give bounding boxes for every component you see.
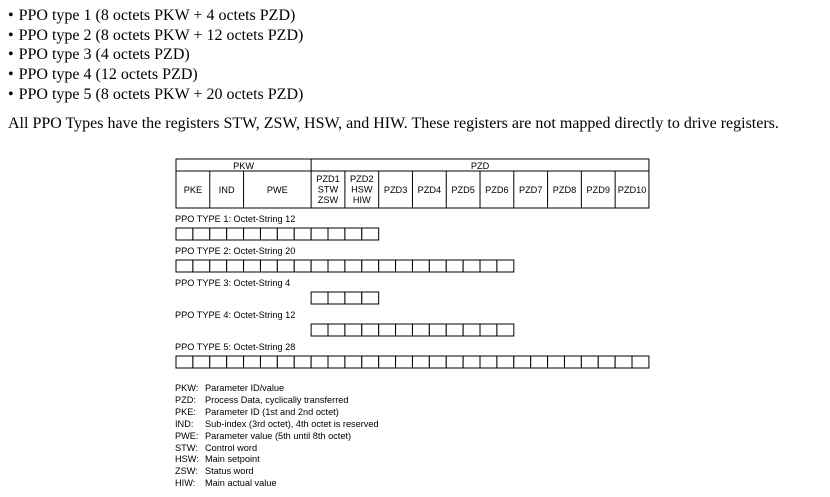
octet-cell xyxy=(412,356,429,368)
legend-abbreviation: HIW: xyxy=(175,478,196,489)
octet-cell xyxy=(412,324,429,336)
octet-cell xyxy=(210,260,227,272)
pzd-group-label: PZD xyxy=(470,161,490,171)
octet-cell xyxy=(311,228,328,240)
octet-cell xyxy=(446,356,463,368)
pzd-column-pzd7: PZD7 xyxy=(518,185,543,195)
octet-cell xyxy=(396,260,413,272)
octet-cell xyxy=(193,356,210,368)
octet-cell xyxy=(227,356,244,368)
abbreviation-legend xyxy=(175,383,379,490)
octet-cell xyxy=(480,260,497,272)
legend-abbreviation: PKW: xyxy=(175,383,199,393)
pzd-column-hsw: HSW xyxy=(351,184,373,195)
octet-cell xyxy=(548,356,565,368)
pkw-column-ind: IND xyxy=(218,185,235,195)
octet-cell xyxy=(379,356,396,368)
octet-cell xyxy=(429,324,446,336)
octet-cell xyxy=(260,260,277,272)
octet-cell xyxy=(362,228,379,240)
pzd-column-pzd4: PZD4 xyxy=(417,185,442,195)
pkw-column-pwe: PWE xyxy=(266,185,288,195)
octet-cell xyxy=(531,356,548,368)
legend-description: Sub-index (3rd octet), 4th octet is reserved xyxy=(205,418,379,429)
pkw-group-label: PKW xyxy=(233,161,255,171)
octet-cell xyxy=(328,260,345,272)
octet-cell xyxy=(210,228,227,240)
ppo-type-label: PPO TYPE 4: Octet-String 12 xyxy=(175,310,296,320)
legend-abbreviation: IND: xyxy=(175,418,194,429)
ppo-type-bullet: • PPO type 5 (8 octets PKW + 20 octets PZD) xyxy=(8,85,303,105)
octet-cell xyxy=(328,356,345,368)
octet-cell xyxy=(193,228,210,240)
legend-row xyxy=(175,419,379,431)
octet-cell xyxy=(497,324,514,336)
octet-cell xyxy=(294,228,311,240)
ppo-type-label: PPO TYPE 2: Octet-String 20 xyxy=(175,246,296,256)
octet-cell xyxy=(615,356,632,368)
pzd-column-pzd6: PZD6 xyxy=(485,185,509,195)
pzd-column-pzd8: PZD8 xyxy=(552,185,577,195)
pzd-column-pzd5: PZD5 xyxy=(451,185,475,195)
legend-abbreviation: ZSW: xyxy=(175,466,198,477)
octet-cell xyxy=(463,260,480,272)
legend-description: Main setpoint xyxy=(205,454,260,465)
ppo-type-label: PPO TYPE 3: Octet-String 4 xyxy=(175,278,291,288)
octet-cell xyxy=(244,228,261,240)
octet-cell xyxy=(412,260,429,272)
octet-cell xyxy=(294,260,311,272)
pzd-column-pzd9: PZD9 xyxy=(586,185,610,195)
legend-row xyxy=(175,454,379,466)
octet-cell xyxy=(581,356,598,368)
octet-cell xyxy=(210,356,227,368)
octet-cell xyxy=(328,228,345,240)
octet-cell xyxy=(446,324,463,336)
octet-cell xyxy=(176,260,193,272)
octet-cell xyxy=(463,356,480,368)
pzd-column-pzd1: PZD1 xyxy=(316,174,340,184)
octet-cell xyxy=(480,356,497,368)
pzd-column-pzd3: PZD3 xyxy=(383,185,408,195)
octet-cell xyxy=(429,260,446,272)
octet-cell xyxy=(446,260,463,272)
octet-cell xyxy=(497,356,514,368)
legend-abbreviation: PKE: xyxy=(175,406,196,417)
ppo-type-bullet: • PPO type 2 (8 octets PKW + 12 octets PZD) xyxy=(8,26,303,46)
intro-paragraph: All PPO Types have the registers STW, ZSW, HSW, and HIW. These registers are not mapped directly to drive registers. xyxy=(8,115,779,132)
octet-cell xyxy=(514,356,531,368)
legend-row xyxy=(175,478,379,490)
octet-cell xyxy=(429,356,446,368)
octet-cell xyxy=(345,356,362,368)
octet-cell xyxy=(176,356,193,368)
octet-cell xyxy=(396,356,413,368)
octet-cell xyxy=(260,356,277,368)
octet-cell xyxy=(260,228,277,240)
octet-cell xyxy=(345,292,362,304)
octet-cell xyxy=(193,260,210,272)
octet-cell xyxy=(480,324,497,336)
pkw-column-pke: PKE xyxy=(183,185,203,195)
octet-cell xyxy=(311,292,328,304)
ppo-type-label: PPO TYPE 1: Octet-String 12 xyxy=(175,214,296,224)
legend-description: Parameter ID (1st and 2nd octet) xyxy=(205,406,339,417)
octet-cell xyxy=(311,356,328,368)
legend-row xyxy=(175,395,379,407)
ppo-type-bullet: • PPO type 3 (4 octets PZD) xyxy=(8,45,303,65)
ppo-type-bullet: • PPO type 1 (8 octets PKW + 4 octets PZD) xyxy=(8,6,303,26)
pzd-column-pzd2: PZD2 xyxy=(350,174,374,184)
legend-row xyxy=(175,383,379,395)
octet-cell xyxy=(328,324,345,336)
legend-description: Main actual value xyxy=(205,478,277,489)
octet-cell xyxy=(362,260,379,272)
octet-cell xyxy=(244,356,261,368)
octet-cell xyxy=(564,356,581,368)
octet-cell xyxy=(379,324,396,336)
legend-description: Control word xyxy=(205,442,258,453)
octet-cell xyxy=(294,356,311,368)
octet-cell xyxy=(598,356,615,368)
legend-description: Parameter ID/value xyxy=(205,383,285,393)
legend-abbreviation: PZD: xyxy=(175,394,196,405)
legend-abbreviation: STW: xyxy=(175,442,198,453)
pzd-column-stw: STW xyxy=(317,184,339,195)
octet-cell xyxy=(463,324,480,336)
legend-row xyxy=(175,443,379,455)
octet-cell xyxy=(311,324,328,336)
legend-description: Process Data, cyclically transferred xyxy=(205,394,349,405)
octet-cell xyxy=(362,356,379,368)
pzd-column-hiw: HIW xyxy=(352,194,371,205)
octet-cell xyxy=(497,260,514,272)
legend-row xyxy=(175,407,379,419)
octet-cell xyxy=(227,260,244,272)
octet-cell xyxy=(632,356,649,368)
octet-cell xyxy=(396,324,413,336)
ppo-type-bullet: • PPO type 4 (12 octets PZD) xyxy=(8,65,303,85)
octet-cell xyxy=(311,260,328,272)
octet-cell xyxy=(345,260,362,272)
pzd-column-pzd10: PZD10 xyxy=(617,185,647,195)
octet-cell xyxy=(227,228,244,240)
ppo-type-label: PPO TYPE 5: Octet-String 28 xyxy=(175,342,296,352)
octet-cell xyxy=(345,228,362,240)
octet-cell xyxy=(328,292,345,304)
legend-row xyxy=(175,431,379,443)
octet-cell xyxy=(345,324,362,336)
octet-cell xyxy=(362,292,379,304)
octet-cell xyxy=(244,260,261,272)
octet-cell xyxy=(277,260,294,272)
octet-cell xyxy=(176,228,193,240)
octet-cell xyxy=(277,228,294,240)
legend-row xyxy=(175,466,379,478)
octet-cell xyxy=(277,356,294,368)
legend-description: Status word xyxy=(205,466,254,477)
legend-description: Parameter value (5th until 8th octet) xyxy=(205,430,352,441)
legend-abbreviation: HSW: xyxy=(175,454,199,465)
legend-abbreviation: PWE: xyxy=(175,430,199,441)
pzd-column-zsw: ZSW xyxy=(317,194,339,205)
octet-cell xyxy=(362,324,379,336)
octet-cell xyxy=(379,260,396,272)
